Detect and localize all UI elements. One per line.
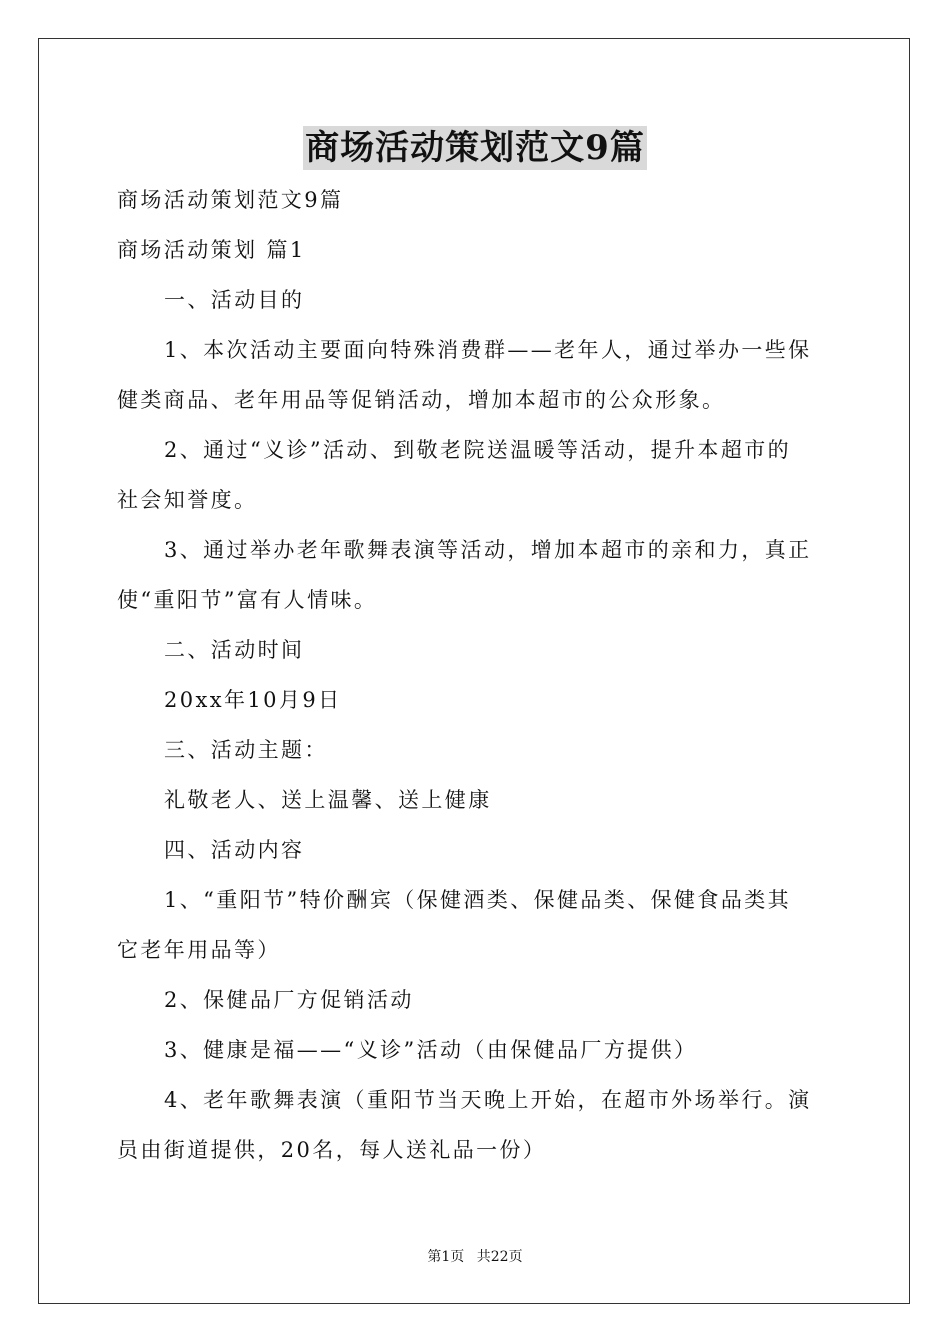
paragraph: 社会知誉度。 bbox=[117, 488, 258, 512]
paragraph: 3、通过举办老年歌舞表演等活动，增加本超市的亲和力，真正 bbox=[164, 538, 812, 562]
paragraph: 2、保健品厂方促销活动 bbox=[164, 988, 414, 1012]
document-body bbox=[117, 175, 837, 1175]
paragraph: 1、本次活动主要面向特殊消费群——老年人，通过举办一些保 bbox=[164, 338, 812, 362]
page-footer bbox=[0, 1246, 950, 1266]
paragraph: 一、活动目的 bbox=[164, 288, 305, 312]
paragraph: 1、“重阳节”特价酬宾（保健酒类、保健品类、保健食品类其 bbox=[164, 888, 792, 912]
paragraph: 健类商品、老年用品等促销活动，增加本超市的公众形象。 bbox=[117, 388, 726, 412]
section-heading: 四、活动内容 bbox=[164, 838, 305, 862]
paragraph: 3、健康是福——“义诊”活动（由保健品厂方提供） bbox=[164, 1038, 698, 1062]
paragraph: 它老年用品等） bbox=[117, 938, 281, 962]
title-container bbox=[0, 126, 950, 170]
paragraph: 员由街道提供，20名，每人送礼品一份） bbox=[117, 1138, 547, 1162]
page-total: 共22页 bbox=[476, 1249, 523, 1265]
paragraph: 商场活动策划范文9篇 bbox=[117, 188, 344, 212]
paragraph: 商场活动策划 篇1 bbox=[117, 238, 306, 262]
page-number: 第1页 bbox=[427, 1249, 465, 1265]
section-heading: 二、活动时间 bbox=[164, 638, 305, 662]
paragraph: 20xx年10月9日 bbox=[164, 688, 342, 712]
paragraph: 4、老年歌舞表演（重阳节当天晚上开始，在超市外场举行。演 bbox=[164, 1088, 812, 1112]
paragraph: 2、通过“义诊”活动、到敬老院送温暖等活动，提升本超市的 bbox=[164, 438, 792, 462]
document-title: 商场活动策划范文9篇 bbox=[305, 128, 645, 168]
paragraph: 使“重阳节”富有人情味。 bbox=[117, 588, 378, 612]
section-heading: 三、活动主题： bbox=[164, 738, 328, 762]
paragraph: 礼敬老人、送上温馨、送上健康 bbox=[164, 788, 492, 812]
